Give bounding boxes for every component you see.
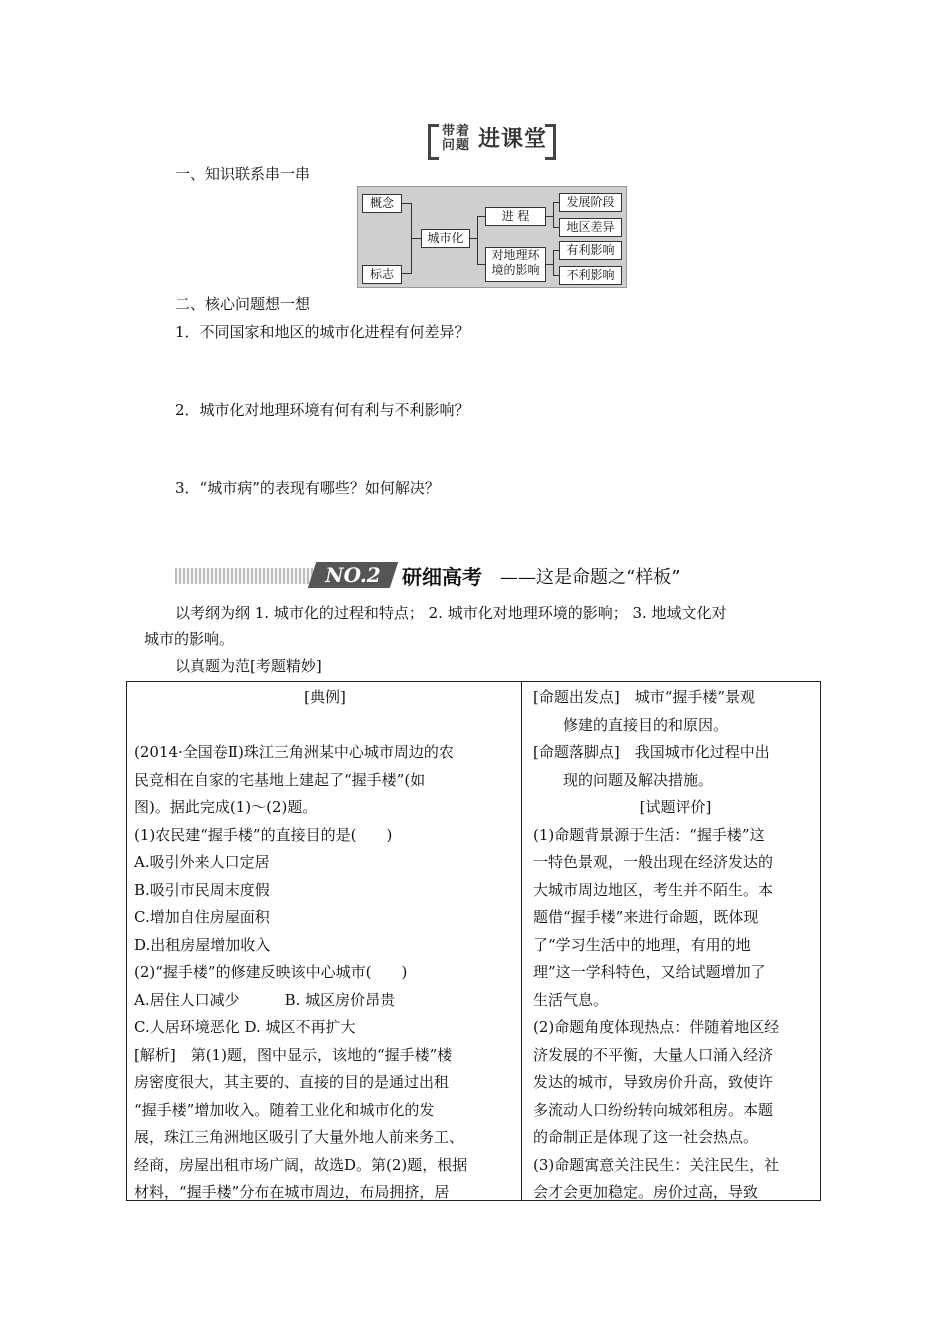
concept-diagram xyxy=(357,186,627,288)
table-left-line: 图)。据此完成(1)～(2)题。 xyxy=(134,798,318,816)
badge-small-text xyxy=(442,125,470,153)
connector xyxy=(477,216,478,264)
outline-line-1: 以考纲为纲 1. 城市化的过程和特点； 2. 城市化对地理环境的影响； 3. 地域文化对 xyxy=(175,604,727,622)
table-right-line: 发达的城市，导致房价升高，致使许 xyxy=(533,1073,774,1091)
table-left-line: C.人居环境恶化 D. 城区不再扩大 xyxy=(134,1018,356,1036)
table-left-line: 房密度很大，其主要的、直接的目的是通过出租 xyxy=(134,1073,450,1091)
right-bracket xyxy=(545,124,556,160)
banner-tag-text: NO.2 xyxy=(325,563,381,587)
table-left-line: A.居住人口减少 B. 城区房价昂贵 xyxy=(134,990,396,1009)
node-stages: 发展阶段 xyxy=(559,193,622,212)
table-right-eval-header: [试题评价] xyxy=(639,798,712,816)
table-right-line: [命题落脚点] 我国城市化过程中出 xyxy=(533,743,770,761)
table-left-spacer xyxy=(134,712,516,740)
table-right-line: 的命制正是体现了这一社会热点。 xyxy=(533,1128,759,1146)
node-urbanization: 城市化 xyxy=(421,229,470,248)
table-left-line: B.吸引市民周末度假 xyxy=(134,880,270,899)
table-right-line: (2)命题角度体现热点：伴随着地区经 xyxy=(533,1018,780,1036)
table-right-line: [命题出发点] 城市“握手楼”景观 xyxy=(533,688,756,706)
table-left-column xyxy=(134,684,516,1207)
node-regional: 地区差异 xyxy=(559,218,622,237)
table-right-line: (3)命题寓意关注民生：关注民生，社 xyxy=(533,1155,780,1174)
connector xyxy=(477,216,485,217)
table-left-line: “握手楼”增加收入。随着工业化和城市化的发 xyxy=(134,1100,435,1119)
table-left-header: [典例] xyxy=(304,688,346,706)
node-impact-line1: 对地理环 xyxy=(491,248,540,262)
section-badge xyxy=(428,122,556,158)
table-left-line: 民竞相在自家的宅基地上建起了“握手楼”(如 xyxy=(134,770,426,789)
badge-title: 进课堂 xyxy=(478,127,548,152)
node-process: 进 程 xyxy=(485,207,546,226)
table-right-line: 现的问题及解决措施。 xyxy=(533,770,714,789)
node-concept: 概念 xyxy=(362,194,402,213)
section1-heading: 一、知识联系串一串 xyxy=(175,165,311,183)
banner-tag xyxy=(308,562,398,588)
table-right-line: 题借“握手楼”来进行命题，既体现 xyxy=(533,908,759,926)
node-symbol: 标志 xyxy=(362,265,402,284)
connector xyxy=(477,264,485,265)
question-2: 2．城市化对地理环境有何有利与不利影响？ xyxy=(175,401,470,419)
node-unfavorable: 不利影响 xyxy=(559,266,622,285)
table-left-line: (2)“握手楼”的修建反映该中心城市( ) xyxy=(134,963,408,981)
banner-title: 研细高考 xyxy=(402,565,482,589)
table-left-line: [解析] 第(1)题，图中显示，该地的“握手楼”楼 xyxy=(134,1045,453,1064)
node-favorable: 有利影响 xyxy=(559,241,622,260)
table-right-column xyxy=(533,684,818,1207)
node-impact xyxy=(485,247,546,282)
table-right-line: 济发展的不平衡，大量人口涌入经济 xyxy=(533,1045,774,1064)
connector xyxy=(553,250,554,276)
table-right-line: 了“学习生活中的地理，有用的地 xyxy=(533,935,751,954)
table-right-line: (1)命题背景源于生活：“握手楼”这 xyxy=(533,825,765,844)
badge-small-top: 带着 xyxy=(442,124,471,139)
table-left-line: C.增加自住房屋面积 xyxy=(134,908,270,926)
question-1: 1．不同国家和地区的城市化进程有何差异？ xyxy=(175,323,470,341)
table-right-line: 一特色景观，一般出现在经济发达的 xyxy=(533,853,774,871)
table-right-line: 生活气息。 xyxy=(533,990,609,1009)
table-right-line: 修建的直接目的和原因。 xyxy=(533,715,729,734)
banner-subtitle: ——这是命题之“样板” xyxy=(500,567,681,588)
table-left-line: 材料，“握手楼”分布在城市周边，布局拥挤，居 xyxy=(134,1183,450,1201)
outline-line-3: 以真题为范[考题精妙] xyxy=(175,657,322,675)
table-column-divider xyxy=(521,681,522,1201)
left-bracket xyxy=(428,124,439,160)
table-left-line: 经商，房屋出租市场广阔，故选D。第(2)题，根据 xyxy=(134,1155,468,1174)
question-3: 3．“城市病”的表现有哪些？如何解决？ xyxy=(175,479,440,497)
table-right-line: 会才会更加稳定。房价过高，导致 xyxy=(533,1183,759,1201)
table-left-line: (1)农民建“握手楼”的直接目的是( ) xyxy=(134,825,393,844)
outline-line-2: 城市的影响。 xyxy=(144,630,235,648)
connector xyxy=(553,202,554,228)
table-left-line: D.出租房屋增加收入 xyxy=(134,935,271,954)
banner-stripes xyxy=(175,568,325,584)
connector xyxy=(411,238,421,239)
table-left-line: A.吸引外来人口定居 xyxy=(134,853,270,871)
table-left-line: 展，珠江三角洲地区吸引了大量外地人前来务工、 xyxy=(134,1128,465,1146)
table-left-line: (2014·全国卷Ⅱ)珠江三角洲某中心城市周边的农 xyxy=(134,743,454,761)
table-right-line: 多流动人口纷纷转向城郊租房。本题 xyxy=(533,1100,774,1119)
table-right-line: 大城市周边地区，考生并不陌生。本 xyxy=(533,880,774,899)
node-impact-line2: 境的影响 xyxy=(491,263,540,277)
badge-small-bottom: 问题 xyxy=(442,138,471,153)
table-right-line: 理”这一学科特色，又给试题增加了 xyxy=(533,963,766,981)
section2-heading: 二、核心问题想一想 xyxy=(175,295,311,313)
